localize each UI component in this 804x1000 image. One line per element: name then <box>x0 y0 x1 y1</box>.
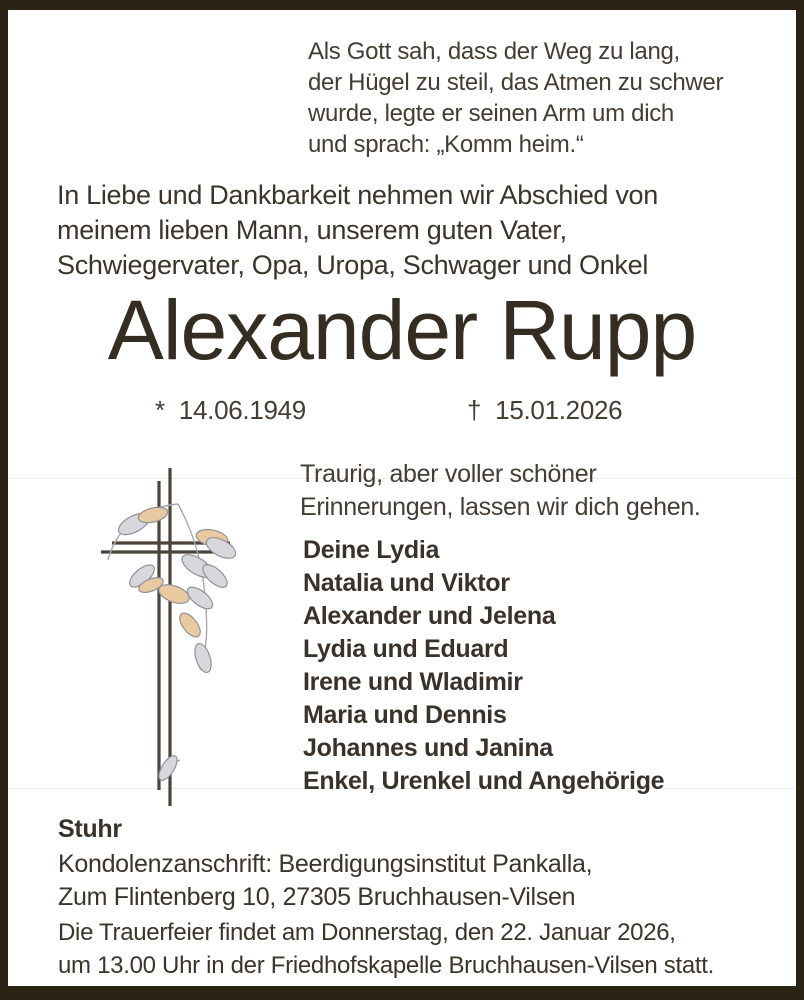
farewell-text <box>300 458 701 524</box>
death-date-value: 15.01.2026 <box>495 395 623 425</box>
cross-with-leaves-icon <box>50 448 300 826</box>
verse <box>308 36 723 160</box>
intro-line: meinem lieben Mann, unserem guten Vater, <box>57 215 567 245</box>
cross-with-leaves-image <box>50 448 300 831</box>
intro-line: In Liebe und Dankbarkeit nehmen wir Abschied von <box>57 180 658 210</box>
farewell-line: Erinnerungen, lassen wir dich gehen. <box>300 493 701 521</box>
mourner-item: Irene und Wladimir <box>303 668 523 696</box>
verse-line: Als Gott sah, dass der Weg zu lang, <box>308 38 680 65</box>
condolence-address <box>58 848 592 914</box>
funeral-line: um 13.00 Uhr in der Friedhofskapelle Bruchhausen-Vilsen statt. <box>58 952 714 979</box>
intro-line: Schwiegervater, Opa, Uropa, Schwager und Onkel <box>57 250 649 280</box>
condolence-line: Kondolenzanschrift: Beerdigungsinstitut Pankalla, <box>58 850 593 878</box>
farewell-line: Traurig, aber voller schöner <box>300 460 597 488</box>
mourner-item: Alexander und Jelena <box>303 602 556 630</box>
death-date <box>467 395 622 426</box>
death-cross-symbol: † <box>467 395 482 425</box>
mourners-list <box>303 534 664 798</box>
birth-star-symbol: * <box>155 395 165 425</box>
birth-date-value: 14.06.1949 <box>178 395 306 425</box>
mourner-item: Lydia und Eduard <box>303 635 509 663</box>
funeral-info <box>58 916 714 982</box>
funeral-line: Die Trauerfeier findet am Donnerstag, den 22. Januar 2026, <box>58 919 676 946</box>
mourner-item: Enkel, Urenkel und Angehörige <box>303 767 665 795</box>
deceased-name: Alexander Rupp <box>107 283 697 377</box>
mourner-item: Maria und Dennis <box>303 701 507 729</box>
mourner-item: Johannes und Janina <box>303 734 553 762</box>
verse-line: und sprach: „Komm heim.“ <box>308 131 584 158</box>
place-name: Stuhr <box>58 815 122 843</box>
birth-date <box>155 395 306 426</box>
verse-line: wurde, legte er seinen Arm um dich <box>308 100 674 127</box>
verse-line: der Hügel zu steil, das Atmen zu schwer <box>308 69 724 96</box>
mourner-item: Natalia und Viktor <box>303 569 510 597</box>
condolence-line: Zum Flintenberg 10, 27305 Bruchhausen-Vilsen <box>58 883 576 911</box>
intro-text <box>57 178 658 283</box>
mourner-item: Deine Lydia <box>303 536 440 564</box>
